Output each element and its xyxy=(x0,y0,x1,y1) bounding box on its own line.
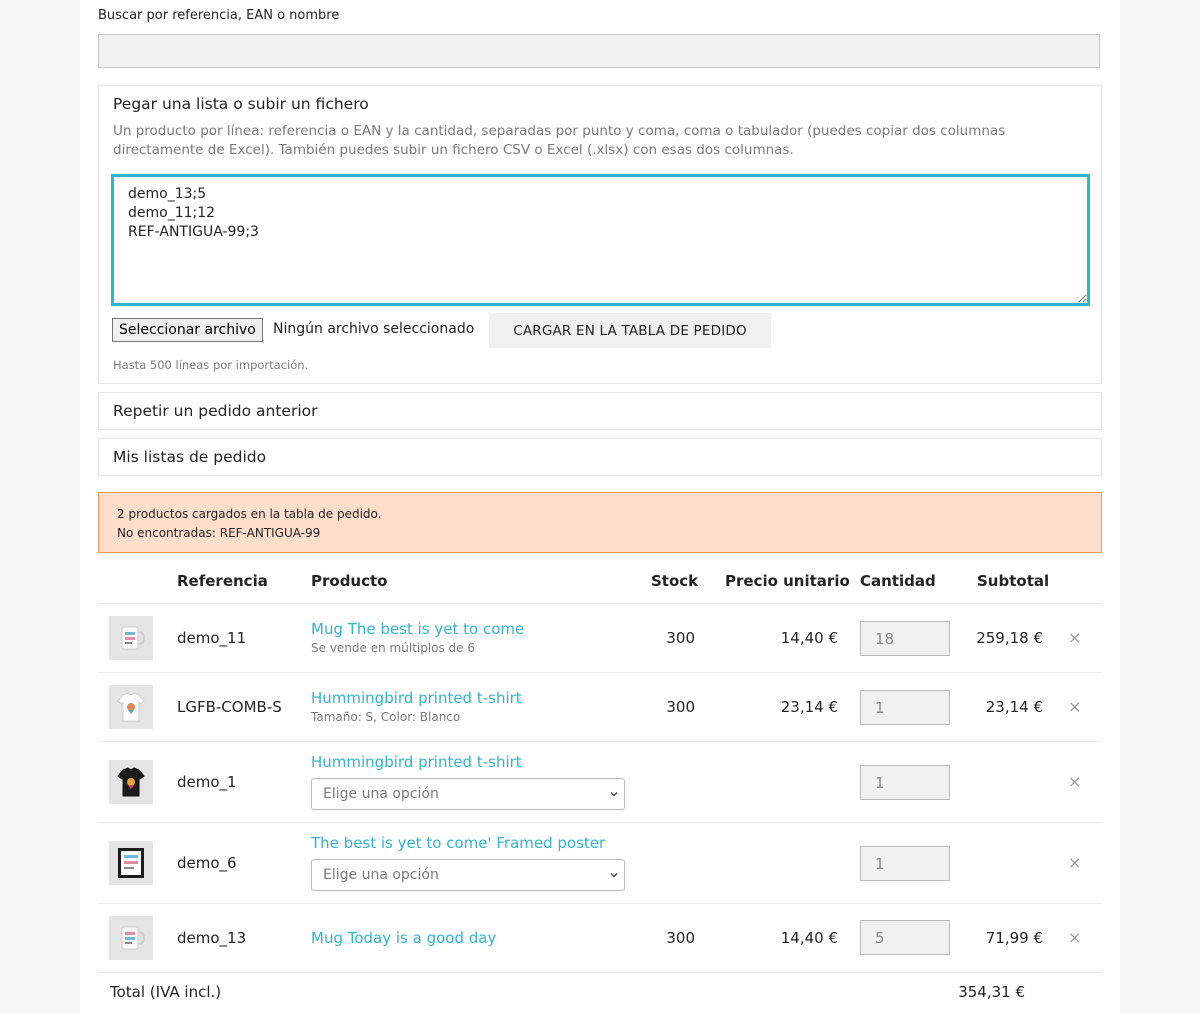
paste-description: Un producto por línea: referencia o EAN y la cantidad, separadas por punto y coma, coma o tabulador (puedes copiar dos columnas directamente de Excel). También puedes subir un fichero CSV o Excel (.xlsx) con esas dos columnas. xyxy=(113,123,1006,158)
table-row xyxy=(98,603,1102,672)
import-limit-note: Hasta 500 líneas por importación. xyxy=(113,358,309,372)
variant-select-value: Elige una opción xyxy=(323,786,439,802)
repeat-order-title: Repetir un pedido anterior xyxy=(113,402,318,420)
row-reference: demo_11 xyxy=(177,629,247,647)
search-input[interactable] xyxy=(98,34,1100,68)
paste-textarea[interactable] xyxy=(111,174,1090,306)
product-note: Se vende en múltiplos de 6 xyxy=(311,641,475,655)
total-divider xyxy=(98,972,1102,974)
search-label: Buscar por referencia, EAN o nombre xyxy=(98,8,340,23)
product-link[interactable]: Hummingbird printed t-shirt xyxy=(311,753,522,771)
alert-loaded-text: 2 productos cargados en la tabla de pedido. xyxy=(117,507,382,521)
quantity-input[interactable] xyxy=(860,621,950,656)
col-header-subtotal: Subtotal xyxy=(977,572,1050,590)
row-unit-price: 14,40 € xyxy=(780,929,838,947)
row-stock: 300 xyxy=(666,698,695,716)
table-row xyxy=(98,822,1102,903)
paste-upload-panel xyxy=(98,85,1102,384)
table-row xyxy=(98,741,1102,822)
chevron-down-icon xyxy=(610,871,618,879)
quantity-input[interactable] xyxy=(860,765,950,800)
repeat-order-section[interactable] xyxy=(98,392,1102,430)
total-value: 354,31 € xyxy=(958,983,1025,1001)
total-label: Total (IVA incl.) xyxy=(110,983,222,1001)
row-subtotal: 259,18 € xyxy=(976,629,1043,647)
row-subtotal: 71,99 € xyxy=(985,929,1043,947)
col-header-product: Producto xyxy=(311,572,388,590)
import-result-alert xyxy=(98,492,1102,553)
product-attributes: Tamaño: S, Color: Blanco xyxy=(311,710,461,724)
remove-row-icon[interactable]: × xyxy=(1068,697,1082,716)
load-into-table-button[interactable]: CARGAR EN LA TABLA DE PEDIDO xyxy=(489,313,771,348)
table-row xyxy=(98,903,1102,972)
col-header-stock: Stock xyxy=(651,572,699,590)
paste-panel-title: Pegar una lista o subir un fichero xyxy=(113,95,369,113)
tshirt-black-icon xyxy=(109,760,153,804)
mug-icon xyxy=(109,616,153,660)
col-header-quantity: Cantidad xyxy=(860,572,936,590)
product-link[interactable]: The best is yet to come' Framed poster xyxy=(311,834,606,852)
quick-order-page xyxy=(80,0,1120,1013)
file-status: Ningún archivo seleccionado xyxy=(273,321,475,337)
variant-select[interactable] xyxy=(311,859,625,891)
my-lists-title: Mis listas de pedido xyxy=(113,448,267,466)
col-header-unit-price: Precio unitario xyxy=(725,572,850,590)
row-stock: 300 xyxy=(666,929,695,947)
remove-row-icon[interactable]: × xyxy=(1068,628,1082,647)
my-lists-section[interactable] xyxy=(98,438,1102,476)
row-reference: demo_1 xyxy=(177,773,237,791)
product-link[interactable]: Hummingbird printed t-shirt xyxy=(311,689,522,707)
row-unit-price: 14,40 € xyxy=(780,629,838,647)
variant-select[interactable] xyxy=(311,778,625,810)
row-reference: LGFB-COMB-S xyxy=(177,698,282,716)
mug-icon xyxy=(109,916,153,960)
quantity-input[interactable] xyxy=(860,846,950,881)
select-file-button[interactable]: Seleccionar archivo xyxy=(112,318,263,342)
alert-not-found-text: No encontradas: REF-ANTIGUA-99 xyxy=(117,526,321,540)
product-link[interactable]: Mug Today is a good day xyxy=(311,929,497,947)
product-link[interactable]: Mug The best is yet to come xyxy=(311,620,525,638)
chevron-down-icon xyxy=(610,790,618,798)
variant-select-value: Elige una opción xyxy=(323,867,439,883)
row-stock: 300 xyxy=(666,629,695,647)
remove-row-icon[interactable]: × xyxy=(1068,772,1082,791)
framed-poster-icon xyxy=(109,841,153,885)
row-unit-price: 23,14 € xyxy=(780,698,838,716)
quantity-input[interactable] xyxy=(860,690,950,725)
remove-row-icon[interactable]: × xyxy=(1068,928,1082,947)
row-reference: demo_13 xyxy=(177,929,247,947)
tshirt-white-icon xyxy=(109,685,153,729)
quantity-input[interactable] xyxy=(860,920,950,955)
row-subtotal: 23,14 € xyxy=(985,698,1043,716)
table-row xyxy=(98,672,1102,741)
col-header-reference: Referencia xyxy=(177,572,268,590)
row-reference: demo_6 xyxy=(177,854,237,872)
remove-row-icon[interactable]: × xyxy=(1068,853,1082,872)
